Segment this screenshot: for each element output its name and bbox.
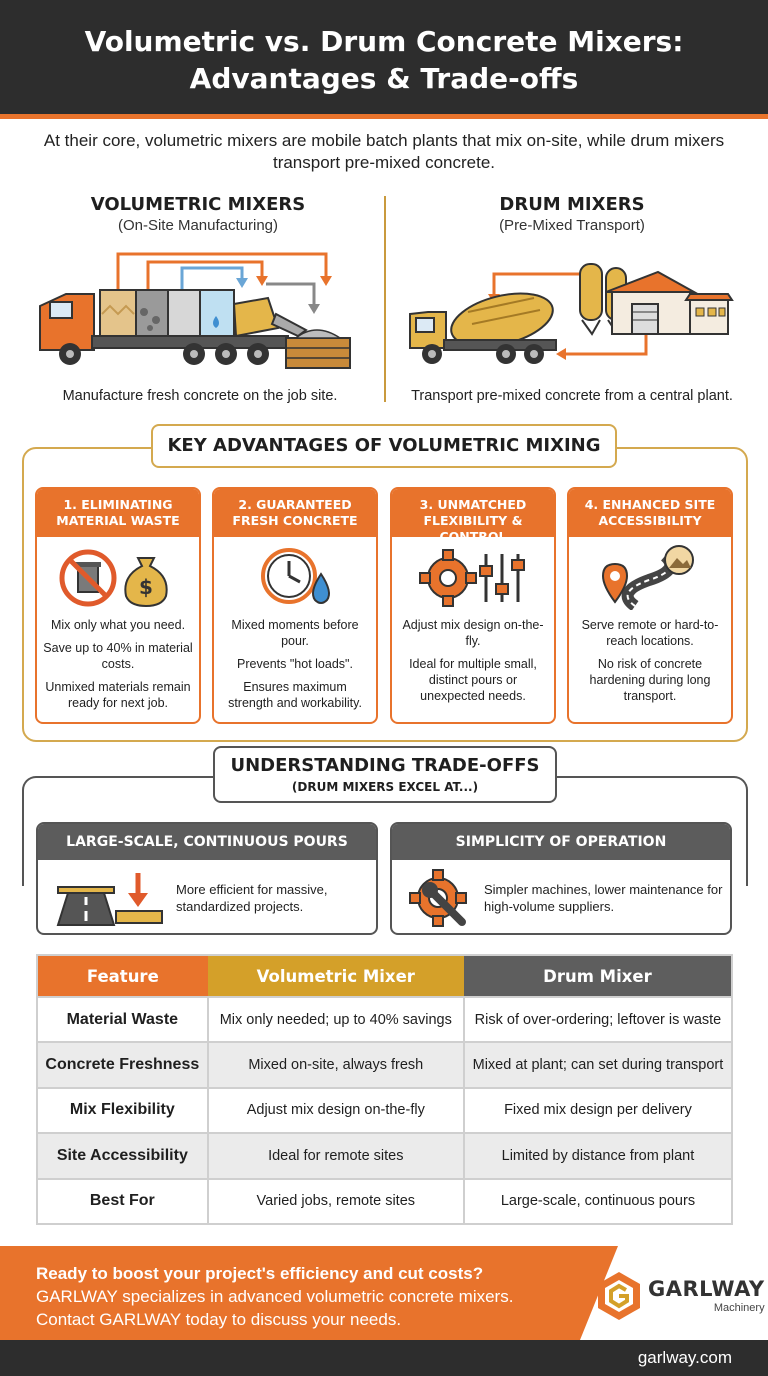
gear-wrench-icon (408, 866, 472, 930)
table-cell-feature: Material Waste (37, 997, 208, 1042)
table-row (37, 1133, 732, 1178)
table-cell-feature: Mix Flexibility (37, 1088, 208, 1133)
clock-water-drop-icon (214, 537, 376, 617)
svg-text:$: $ (139, 575, 153, 599)
advantage-line: Serve remote or hard-to-reach locations. (581, 618, 719, 648)
advantage-card-waste (35, 487, 201, 724)
cta-headline: Ready to boost your project's efficiency and cut costs? (36, 1264, 484, 1283)
tradeoff-heading: SIMPLICITY OF OPERATION (392, 824, 730, 860)
no-trash-money-bag-icon (37, 537, 199, 617)
website-link[interactable]: garlway.com (637, 1348, 732, 1367)
gear-sliders-icon (392, 537, 554, 617)
table-header-row (37, 955, 732, 997)
cta-text (36, 1262, 513, 1331)
table-cell-feature: Site Accessibility (37, 1133, 208, 1178)
advantage-card-flexibility (390, 487, 556, 724)
drum-truck-illustration (406, 244, 736, 374)
advantage-line: Unmixed materials remain ready for next job. (45, 680, 191, 710)
advantages-title: KEY ADVANTAGES OF VOLUMETRIC MIXING (151, 424, 617, 468)
tradeoff-heading: LARGE-SCALE, CONTINUOUS POURS (38, 824, 376, 860)
table-header-drum: Drum Mixer (464, 955, 732, 997)
table-row (37, 997, 732, 1042)
table-cell-feature: Best For (37, 1179, 208, 1224)
table-cell-volumetric: Ideal for remote sites (208, 1133, 464, 1178)
brand-tagline: Machinery (713, 1301, 765, 1314)
table-row (37, 1042, 732, 1087)
advantage-line: Ensures maximum strength and workability. (228, 680, 362, 710)
table-cell-volumetric: Mixed on-site, always fresh (208, 1042, 464, 1087)
table-cell-drum: Large-scale, continuous pours (464, 1179, 732, 1224)
advantage-line: Prevents "hot loads". (237, 657, 353, 671)
road-pour-icon (54, 869, 164, 927)
column-divider (384, 196, 386, 402)
volumetric-subtitle: (On-Site Manufacturing) (117, 217, 279, 234)
table-header-volumetric: Volumetric Mixer (208, 955, 464, 997)
tradeoff-text: Simpler machines, lower maintenance for high-volume suppliers. (484, 881, 723, 914)
drum-title: DRUM MIXERS (499, 194, 645, 215)
advantage-heading: 4. ENHANCED SITE ACCESSIBILITY (569, 489, 731, 537)
advantage-heading: 2. GUARANTEED FRESH CONCRETE (214, 489, 376, 537)
table-cell-feature: Concrete Freshness (37, 1042, 208, 1087)
table-cell-drum: Fixed mix design per delivery (464, 1088, 732, 1133)
table-cell-drum: Risk of over-ordering; leftover is waste (464, 997, 732, 1042)
advantage-line: No risk of concrete hardening during long transport. (589, 657, 711, 703)
table-row (37, 1179, 732, 1224)
cta-line: GARLWAY specializes in advanced volumetric concrete mixers. (36, 1287, 514, 1306)
tradeoffs-title-box (213, 746, 557, 803)
garlway-logo-mark-icon (596, 1270, 642, 1320)
table-header-feature: Feature (37, 955, 208, 997)
comparison-table (36, 954, 733, 1225)
volumetric-title: VOLUMETRIC MIXERS (90, 194, 306, 215)
advantage-card-fresh (212, 487, 378, 724)
intro-text: At their core, volumetric mixers are mobile batch plants that mix on-site, while drum mixers transport pre-mixed concrete. (43, 131, 725, 172)
brand-logo[interactable] (596, 1270, 765, 1320)
tradeoffs-title: UNDERSTANDING TRADE-OFFS (230, 755, 540, 776)
volumetric-caption: Manufacture fresh concrete on the job site. (62, 388, 338, 404)
advantage-line: Mixed moments before pour. (231, 618, 359, 648)
table-cell-volumetric: Varied jobs, remote sites (208, 1179, 464, 1224)
tradeoff-card-simplicity (390, 822, 732, 935)
footer-bar (0, 1340, 768, 1376)
cta-line: Contact GARLWAY today to discuss your needs. (36, 1310, 402, 1329)
advantage-line: Save up to 40% in material costs. (43, 641, 193, 671)
header (0, 0, 768, 114)
table-cell-drum: Limited by distance from plant (464, 1133, 732, 1178)
tradeoffs-subtitle: (DRUM MIXERS EXCEL AT...) (291, 780, 479, 794)
tradeoff-text: More efficient for massive, standardized projects. (176, 881, 328, 914)
brand-name: GARLWAY (648, 1276, 765, 1301)
table-cell-volumetric: Adjust mix design on-the-fly (208, 1088, 464, 1133)
drum-caption: Transport pre-mixed concrete from a central plant. (411, 388, 733, 404)
advantage-line: Ideal for multiple small, distinct pours or unexpected needs. (409, 657, 537, 703)
drum-subtitle: (Pre-Mixed Transport) (499, 217, 645, 234)
page-title: Volumetric vs. Drum Concrete Mixers: Advantages & Trade-offs (84, 25, 684, 95)
map-road-pin-icon (569, 537, 731, 617)
header-accent-stripe (0, 114, 768, 119)
table-cell-drum: Mixed at plant; can set during transport (464, 1042, 732, 1087)
drum-column (392, 194, 752, 234)
advantage-card-accessibility (567, 487, 733, 724)
volumetric-truck-illustration (36, 244, 356, 374)
advantage-heading: 1. ELIMINATING MATERIAL WASTE (37, 489, 199, 537)
advantage-heading: 3. UNMATCHED FLEXIBILITY & CONTROL (392, 489, 554, 537)
volumetric-column (18, 194, 378, 234)
table-row (37, 1088, 732, 1133)
tradeoff-card-large-scale (36, 822, 378, 935)
advantage-line: Adjust mix design on-the-fly. (402, 618, 544, 648)
table-cell-volumetric: Mix only needed; up to 40% savings (208, 997, 464, 1042)
advantage-line: Mix only what you need. (50, 618, 186, 632)
